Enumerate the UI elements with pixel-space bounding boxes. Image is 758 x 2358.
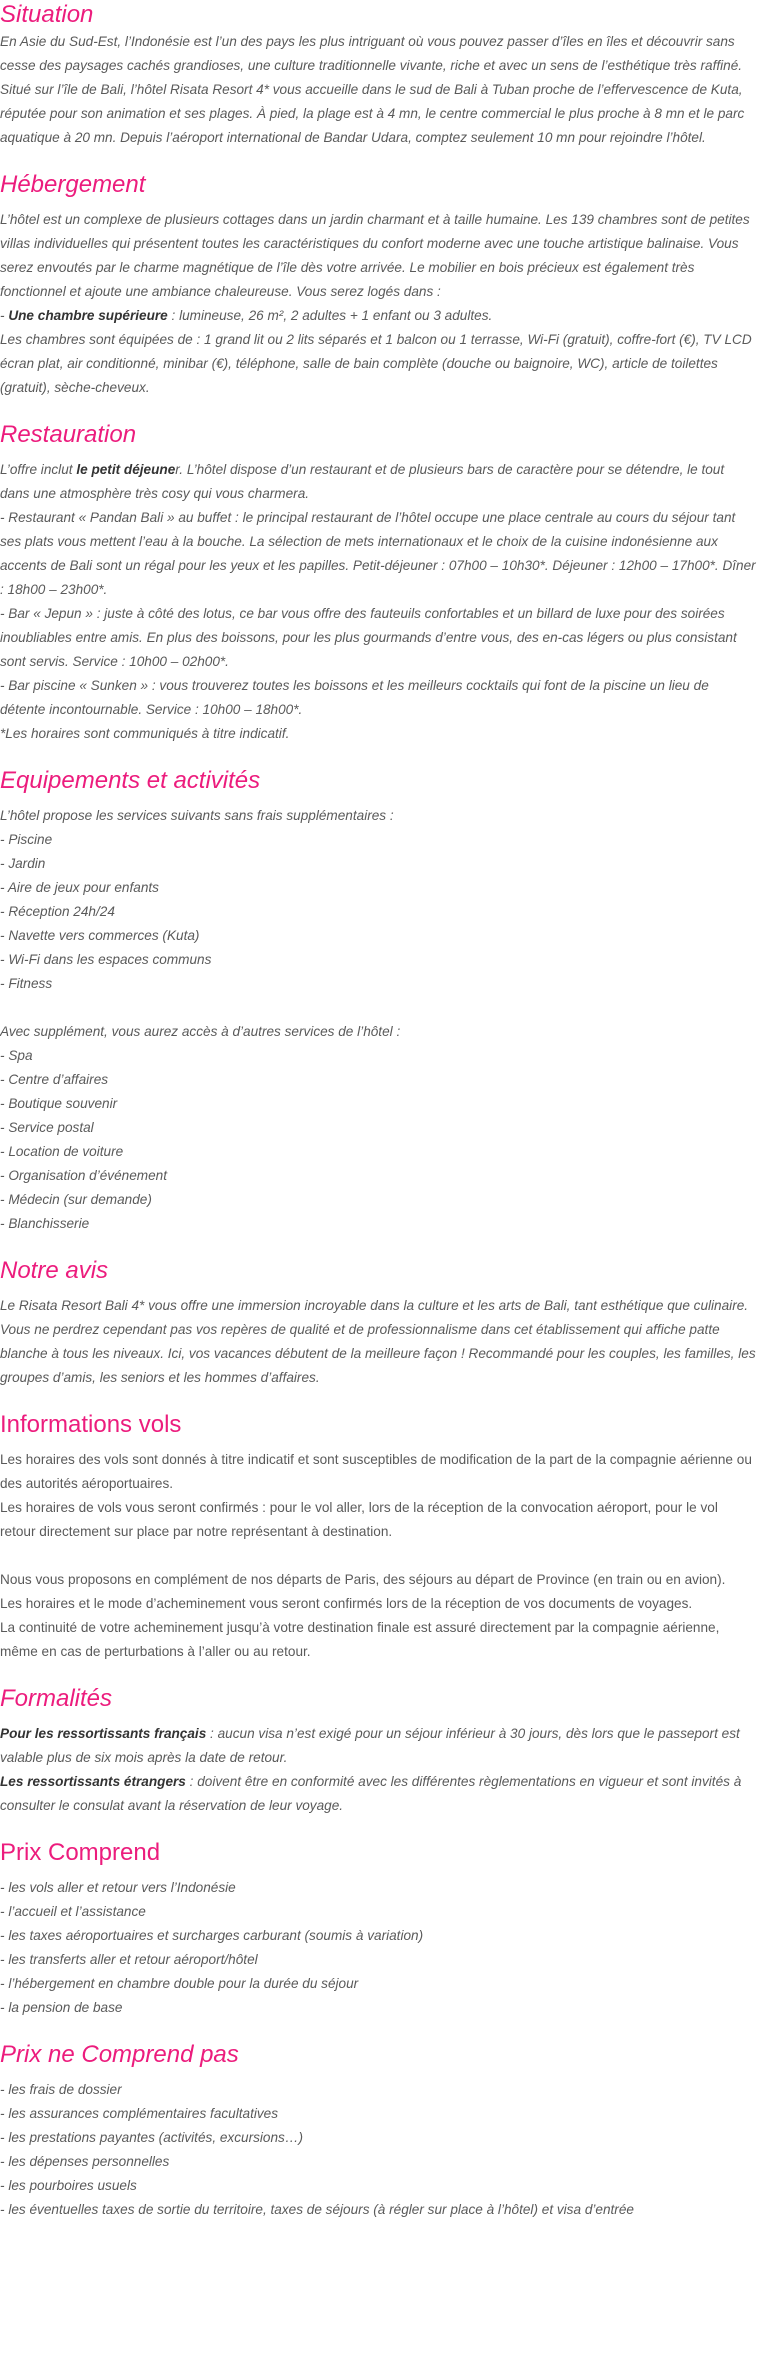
section-restauration [0, 420, 756, 746]
equipements-body [0, 804, 756, 1236]
section-equipements [0, 766, 756, 1236]
situation-p2: Situé sur l’île de Bali, l’hôtel Risata Resort 4* vous accueille dans le sud de Bali à Tuban proche de l’effervescence de Kuta, réputée pour son animation et ses plages. À pied, la plage est à 4 mn, le centre commercial le plus proche à 8 mn et le parc aquatique à 20 mn. Depuis l’aéroport international de Bandar Udara, comptez seulement 10 mn pour rejoindre l’hôtel. [0, 82, 745, 145]
vols-p3: Nous vous proposons en complément de nos départs de Paris, des séjours au départ de Province (en train ou en avion). [0, 1572, 726, 1587]
list-item: - Centre d’affaires [0, 1068, 756, 1092]
list-item: - les prestations payantes (activités, excursions…) [0, 2126, 756, 2150]
formalites-fr [0, 1722, 756, 1770]
list-item: - les frais de dossier [0, 2078, 756, 2102]
section-prix-ne-comprend [0, 2040, 756, 2222]
prix-comprend-title: Prix Comprend [0, 1839, 161, 1866]
restaurant-item: - Bar piscine « Sunken » : vous trouverez toutes les boissons et les meilleurs cocktails qui font de la piscine un lieu de détente incontournable. Service : 10h00 – 18h00*. [0, 678, 709, 717]
vols-p1: Les horaires des vols sont donnés à titre indicatif et sont susceptibles de modification de la part de la compagnie aérienne ou des autorités aéroportuaires. [0, 1452, 752, 1491]
fr-text: : aucun visa n’est exigé pour un séjour inférieur à 30 jours, dès lors que le passeport est valable plus de six mois après la date de retour. [0, 1726, 740, 1765]
situation-body [0, 30, 756, 150]
list-item: - Blanchisserie [0, 1212, 756, 1236]
hebergement-title: Hébergement [0, 171, 146, 198]
intro-post: r. L’hôtel dispose d’un restaurant et de plusieurs bars de caractère pour se détendre, le tout dans une atmosphère très cosy qui vous charmera. [0, 462, 725, 501]
avis-title: Notre avis [0, 1257, 109, 1284]
list-item: - les dépenses personnelles [0, 2150, 756, 2174]
paid-list [0, 1044, 756, 1236]
et-text: : doivent être en conformité avec les différentes règlementations en vigueur et sont invités à consulter le consulat avant la réservation de leur voyage. [0, 1774, 742, 1813]
list-item: - Wi-Fi dans les espaces communs [0, 948, 756, 972]
et-label: Les ressortissants étrangers [0, 1774, 186, 1789]
section-prix-comprend [0, 1838, 756, 2020]
restauration-note: *Les horaires sont communiqués à titre indicatif. [0, 726, 290, 741]
section-hebergement [0, 170, 756, 400]
situation-title: Situation [0, 1, 94, 28]
section-formalites [0, 1684, 756, 1818]
prix-comprend-list [0, 1876, 756, 2020]
vols-body [0, 1448, 756, 1664]
room-line [0, 304, 756, 328]
restauration-body [0, 458, 756, 746]
vols-p4: Les horaires et le mode d’acheminement vous seront confirmés lors de la réception de vos documents de voyages. [0, 1596, 693, 1611]
situation-p1: En Asie du Sud-Est, l’Indonésie est l’un des pays les plus intriguant où vous pouvez passer d’îles en îles et découvrir sans cesse des paysages cachés grandioses, une culture traditionnelle vivante, riche et avec un sens de l’esthétique très raffiné. [0, 34, 743, 73]
restauration-intro [0, 458, 756, 506]
vols-p5: La continuité de votre acheminement jusqu’à votre destination finale est assuré directement par la compagnie aérienne, même en cas de perturbations à l’aller ou au retour. [0, 1620, 720, 1659]
list-item: - les pourboires usuels [0, 2174, 756, 2198]
hebergement-body [0, 208, 756, 400]
vols-p2: Les horaires de vols vous seront confirmés : pour le vol aller, lors de la réception de la convocation aéroport, pour le vol retour directement sur place par notre représentant à destination. [0, 1500, 718, 1539]
list-item: - les vols aller et retour vers l’Indonésie [0, 1876, 756, 1900]
free-list [0, 828, 756, 996]
avis-text: Le Risata Resort Bali 4* vous offre une immersion incroyable dans la culture et les arts de Bali, tant esthétique que culinaire. Vous ne perdrez cependant pas vos repères de qualité et de professionnalisme dans cet établissement qui affiche patte blanche à tous les niveaux. Ici, vos vacances débutent de la meilleure façon ! Recommandé pour les couples, les familles, les groupes d’amis, les seniors et les hommes d’affaires. [0, 1298, 756, 1385]
list-item: - Organisation d’événement [0, 1164, 756, 1188]
list-item: - Aire de jeux pour enfants [0, 876, 756, 900]
fr-label: Pour les ressortissants français [0, 1726, 207, 1741]
section-situation [0, 0, 756, 150]
formalites-body [0, 1722, 756, 1818]
room-desc: : lumineuse, 26 m², 2 adultes + 1 enfant ou 3 adultes. [167, 308, 493, 323]
list-item: - Service postal [0, 1116, 756, 1140]
list-item: - l’hébergement en chambre double pour la durée du séjour [0, 1972, 756, 1996]
section-vols [0, 1410, 756, 1664]
list-item: - les taxes aéroportuaires et surcharges carburant (soumis à variation) [0, 1924, 756, 1948]
prix-ne-comprend-title: Prix ne Comprend pas [0, 2041, 239, 2068]
paid-intro: Avec supplément, vous aurez accès à d’autres services de l’hôtel : [0, 1024, 401, 1039]
restauration-title: Restauration [0, 421, 137, 448]
intro-pre: L’offre inclut [0, 462, 77, 477]
list-item: - Réception 24h/24 [0, 900, 756, 924]
list-item: - Piscine [0, 828, 756, 852]
equipements-title: Equipements et activités [0, 767, 261, 794]
list-item: - Spa [0, 1044, 756, 1068]
free-intro: L’hôtel propose les services suivants sans frais supplémentaires : [0, 808, 394, 823]
list-item: - Navette vers commerces (Kuta) [0, 924, 756, 948]
list-item: - Boutique souvenir [0, 1092, 756, 1116]
formalites-title: Formalités [0, 1685, 113, 1712]
list-item: - l’accueil et l’assistance [0, 1900, 756, 1924]
hebergement-p2: Les chambres sont équipées de : 1 grand lit ou 2 lits séparés et 1 balcon ou 1 terrasse, Wi-Fi (gratuit), coffre-fort (€), TV LCD écran plat, air conditionné, minibar (€), téléphone, salle de bain complète (douche ou baignoire, WC), article de toilettes (gratuit), sèche-cheveux. [0, 332, 752, 395]
list-item: - Fitness [0, 972, 756, 996]
formalites-et [0, 1770, 756, 1818]
section-avis [0, 1256, 756, 1390]
avis-body [0, 1294, 756, 1390]
list-item: - Location de voiture [0, 1140, 756, 1164]
list-item: - la pension de base [0, 1996, 756, 2020]
restaurant-item: - Restaurant « Pandan Bali » au buffet : le principal restaurant de l’hôtel occupe une place centrale au cours du séjour tant ses plats vous mettent l’eau à la bouche. La sélection de mets internationaux et le choix de la cuisine indonésienne aux accents de Bali sont un régal pour les yeux et les papilles. Petit-déjeuner : 07h00 – 10h30*. Déjeuner : 12h00 – 17h00*. Dîner : 18h00 – 23h00*. [0, 510, 756, 597]
room-prefix: - [0, 308, 9, 323]
hebergement-p1: L’hôtel est un complexe de plusieurs cottages dans un jardin charmant et à taille humaine. Les 139 chambres sont de petites villas individuelles qui présentent toutes les caractéristiques du confort moderne avec une touche artistique balinaise. Vous serez envoutés par le charme magnétique de l’île dès votre arrivée. Le mobilier en bois précieux est également très fonctionnel et ajoute une ambiance chaleureuse. Vous serez logés dans : [0, 212, 750, 299]
list-item: - les transferts aller et retour aéroport/hôtel [0, 1948, 756, 1972]
intro-bold: le petit déjeune [76, 462, 176, 477]
vols-title: Informations vols [0, 1411, 182, 1438]
list-item: - les assurances complémentaires facultatives [0, 2102, 756, 2126]
prix-ne-comprend-list [0, 2078, 756, 2222]
list-item: - Médecin (sur demande) [0, 1188, 756, 1212]
room-type: Une chambre supérieure [8, 308, 168, 323]
restaurant-item: - Bar « Jepun » : juste à côté des lotus, ce bar vous offre des fauteuils confortables et un billard de luxe pour des soirées inoubliables entre amis. En plus des boissons, pour les plus gourmands d’entre vous, des en-cas légers ou plus consistant sont servis. Service : 10h00 – 02h00*. [0, 606, 737, 669]
list-item: - Jardin [0, 852, 756, 876]
list-item: - les éventuelles taxes de sortie du territoire, taxes de séjours (à régler sur place à l’hôtel) et visa d’entrée [0, 2198, 756, 2222]
